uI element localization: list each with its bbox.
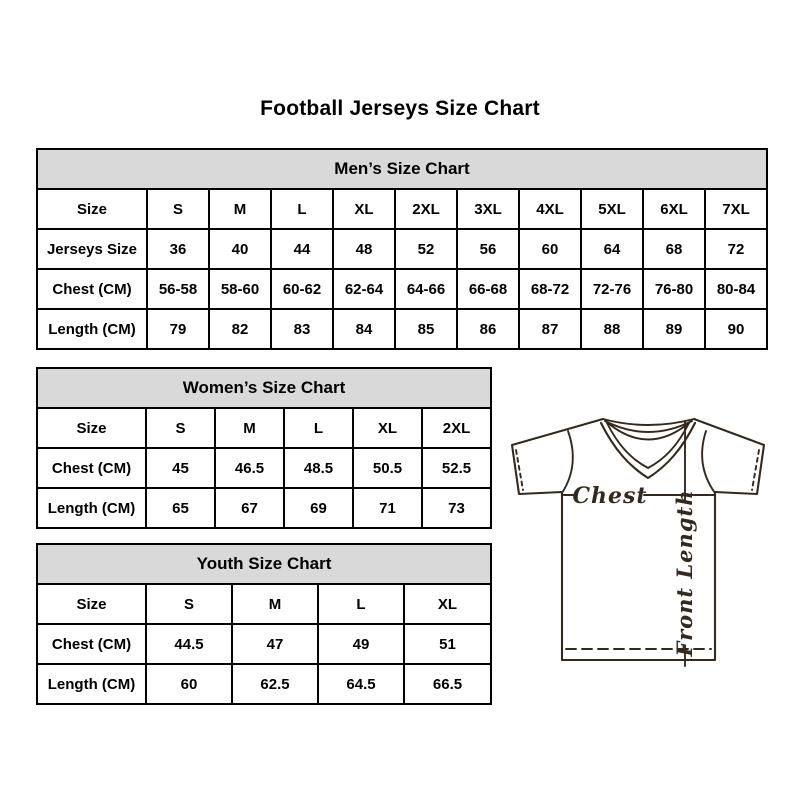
value-cell: 71 [353,488,422,528]
value-cell: 65 [146,488,215,528]
table-row [37,229,767,269]
value-cell: 86 [457,309,519,349]
value-cell: 73 [422,488,491,528]
table-row [37,488,491,528]
jersey-diagram [500,403,776,675]
value-cell: 60 [146,664,232,704]
row-label-cell: Size [37,408,146,448]
value-cell: 84 [333,309,395,349]
value-cell: 58-60 [209,269,271,309]
page-title: Football Jerseys Size Chart [260,97,540,120]
jersey-outline-path [512,419,764,660]
value-cell: M [232,584,318,624]
table-row [37,664,491,704]
value-cell: 50.5 [353,448,422,488]
value-cell: 49 [318,624,404,664]
value-cell: 72 [705,229,767,269]
value-cell: 40 [209,229,271,269]
right-armhole-seam [702,431,715,493]
value-cell: 6XL [643,189,705,229]
vneck-inner [607,423,689,468]
value-cell: 62.5 [232,664,318,704]
value-cell: 87 [519,309,581,349]
value-cell: 88 [581,309,643,349]
table-row [37,269,767,309]
value-cell: 67 [215,488,284,528]
value-cell: L [318,584,404,624]
value-cell: 66.5 [404,664,491,704]
value-cell: M [209,189,271,229]
value-cell: 47 [232,624,318,664]
table-row [37,584,491,624]
value-cell: 51 [404,624,491,664]
row-label-cell: Length (CM) [37,488,146,528]
value-cell: 4XL [519,189,581,229]
table-row [37,624,491,664]
value-cell: 64.5 [318,664,404,704]
value-cell: 90 [705,309,767,349]
value-cell: 2XL [395,189,457,229]
value-cell: 72-76 [581,269,643,309]
value-cell: 5XL [581,189,643,229]
value-cell: 85 [395,309,457,349]
value-cell: 62-64 [333,269,395,309]
value-cell: 60 [519,229,581,269]
value-cell: 36 [147,229,209,269]
value-cell: 48 [333,229,395,269]
value-cell: S [146,408,215,448]
row-label-cell: Length (CM) [37,309,147,349]
table-row [37,448,491,488]
row-label-cell: Length (CM) [37,664,146,704]
value-cell: 89 [643,309,705,349]
row-label-cell: Chest (CM) [37,448,146,488]
table-section-header: Women’s Size Chart [37,368,491,408]
table-row [37,189,767,229]
value-cell: 52.5 [422,448,491,488]
mens-size-table [36,148,768,350]
table-row [37,408,491,448]
chest-label: Chest [572,483,648,509]
value-cell: 82 [209,309,271,349]
value-cell: 68 [643,229,705,269]
value-cell: 2XL [422,408,491,448]
value-cell: XL [404,584,491,624]
front-length-label: Front Length [672,489,697,657]
value-cell: M [215,408,284,448]
value-cell: XL [353,408,422,448]
value-cell: 56-58 [147,269,209,309]
value-cell: S [147,189,209,229]
row-label-cell: Jerseys Size [37,229,147,269]
row-label-cell: Size [37,584,146,624]
row-label-cell: Chest (CM) [37,269,147,309]
youth-size-table [36,543,492,705]
value-cell: 46.5 [215,448,284,488]
value-cell: 76-80 [643,269,705,309]
value-cell: 64 [581,229,643,269]
value-cell: 45 [146,448,215,488]
left-armhole-seam [562,431,573,493]
value-cell: 56 [457,229,519,269]
value-cell: 60-62 [271,269,333,309]
value-cell: S [146,584,232,624]
row-label-cell: Chest (CM) [37,624,146,664]
value-cell: 48.5 [284,448,353,488]
value-cell: L [284,408,353,448]
value-cell: L [271,189,333,229]
value-cell: 44 [271,229,333,269]
collar-arc-1 [603,419,694,425]
value-cell: 83 [271,309,333,349]
table-row [37,309,767,349]
table-section-header: Youth Size Chart [37,544,491,584]
table-section-header: Men’s Size Chart [37,149,767,189]
value-cell: 80-84 [705,269,767,309]
value-cell: 69 [284,488,353,528]
value-cell: 52 [395,229,457,269]
value-cell: 44.5 [146,624,232,664]
value-cell: 7XL [705,189,767,229]
value-cell: XL [333,189,395,229]
womens-size-table [36,367,492,529]
value-cell: 3XL [457,189,519,229]
value-cell: 64-66 [395,269,457,309]
value-cell: 66-68 [457,269,519,309]
value-cell: 79 [147,309,209,349]
value-cell: 68-72 [519,269,581,309]
row-label-cell: Size [37,189,147,229]
